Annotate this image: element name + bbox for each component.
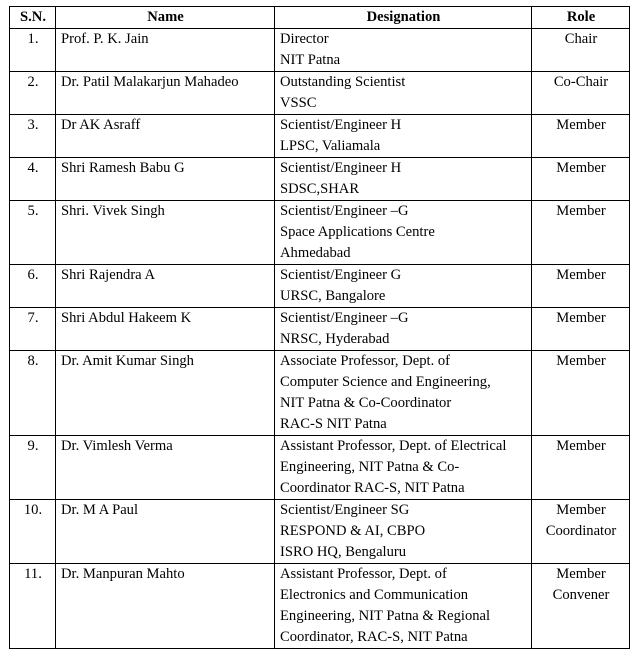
cell-designation — [275, 115, 532, 158]
cell-role — [532, 436, 630, 500]
designation-line: Coordinator RAC-S, NIT Patna — [280, 480, 465, 496]
cell-designation — [275, 29, 532, 72]
role-line: Member — [556, 267, 606, 283]
cell-name: Shri Ramesh Babu G — [56, 158, 275, 201]
role-line: Member — [556, 438, 606, 454]
table-row — [10, 72, 630, 115]
cell-role — [532, 564, 630, 649]
role-line: Member — [556, 160, 606, 176]
cell-name: Shri. Vivek Singh — [56, 201, 275, 265]
cell-name: Shri Rajendra A — [56, 265, 275, 308]
cell-designation — [275, 351, 532, 436]
designation-line: NRSC, Hyderabad — [280, 331, 390, 347]
designation-line: NIT Patna & Co-Coordinator — [280, 395, 452, 411]
table-row — [10, 308, 630, 351]
table-body — [10, 29, 630, 649]
table-header-row — [10, 7, 630, 29]
cell-role — [532, 72, 630, 115]
table-row — [10, 158, 630, 201]
table-row — [10, 351, 630, 436]
cell-sn: 4. — [10, 158, 56, 201]
designation-line: Scientist/Engineer SG — [280, 502, 410, 518]
designation-line: Engineering, NIT Patna & Regional — [280, 608, 491, 624]
cell-sn: 6. — [10, 265, 56, 308]
cell-name: Shri Abdul Hakeem K — [56, 308, 275, 351]
designation-line: ISRO HQ, Bengaluru — [280, 544, 407, 560]
designation-line: Scientist/Engineer –G — [280, 203, 409, 219]
table-row — [10, 564, 630, 649]
designation-line: Electronics and Communication — [280, 587, 469, 603]
designation-line: Outstanding Scientist — [280, 74, 406, 90]
cell-role — [532, 308, 630, 351]
cell-designation — [275, 158, 532, 201]
header-name: Name — [56, 7, 275, 29]
header-sn: S.N. — [10, 7, 56, 29]
cell-role — [532, 265, 630, 308]
role-line: Member — [556, 566, 606, 582]
header-role: Role — [532, 7, 630, 29]
cell-sn: 9. — [10, 436, 56, 500]
committee-table — [9, 6, 630, 649]
designation-line: Ahmedabad — [280, 245, 351, 261]
designation-line: NIT Patna — [280, 52, 341, 68]
role-line: Member — [556, 117, 606, 133]
cell-name: Dr. Manpuran Mahto — [56, 564, 275, 649]
designation-line: URSC, Bangalore — [280, 288, 386, 304]
table-row — [10, 265, 630, 308]
designation-line: Assistant Professor, Dept. of — [280, 566, 447, 582]
designation-line: Associate Professor, Dept. of — [280, 353, 451, 369]
role-line: Convener — [552, 587, 610, 603]
cell-role — [532, 500, 630, 564]
designation-line: Director — [280, 31, 329, 47]
designation-line: Space Applications Centre — [280, 224, 435, 240]
designation-line: RESPOND & AI, CBPO — [280, 523, 426, 539]
cell-designation — [275, 564, 532, 649]
role-line: Chair — [564, 31, 598, 47]
cell-sn: 7. — [10, 308, 56, 351]
cell-role — [532, 158, 630, 201]
cell-sn: 8. — [10, 351, 56, 436]
cell-role — [532, 201, 630, 265]
table-row — [10, 201, 630, 265]
designation-line: SDSC,SHAR — [280, 181, 360, 197]
cell-role — [532, 351, 630, 436]
cell-designation — [275, 500, 532, 564]
designation-line: Computer Science and Engineering, — [280, 374, 491, 390]
cell-sn: 11. — [10, 564, 56, 649]
designation-line: Scientist/Engineer H — [280, 160, 402, 176]
role-line: Coordinator — [545, 523, 617, 539]
cell-name: Dr. M A Paul — [56, 500, 275, 564]
role-line: Co-Chair — [553, 74, 609, 90]
designation-line: Engineering, NIT Patna & Co- — [280, 459, 460, 475]
cell-designation — [275, 265, 532, 308]
role-line: Member — [556, 353, 606, 369]
designation-line: Assistant Professor, Dept. of Electrical — [280, 438, 507, 454]
header-designation: Designation — [275, 7, 532, 29]
role-line: Member — [556, 502, 606, 518]
designation-line: Coordinator, RAC-S, NIT Patna — [280, 629, 468, 645]
table-row — [10, 500, 630, 564]
cell-name: Dr. Vimlesh Verma — [56, 436, 275, 500]
designation-line: Scientist/Engineer H — [280, 117, 402, 133]
cell-name: Prof. P. K. Jain — [56, 29, 275, 72]
table-row — [10, 436, 630, 500]
table-row — [10, 29, 630, 72]
designation-line: Scientist/Engineer G — [280, 267, 402, 283]
cell-sn: 2. — [10, 72, 56, 115]
designation-line: RAC-S NIT Patna — [280, 416, 387, 432]
role-line: Member — [556, 310, 606, 326]
cell-sn: 10. — [10, 500, 56, 564]
cell-designation — [275, 72, 532, 115]
role-line: Member — [556, 203, 606, 219]
cell-name: Dr AK Asraff — [56, 115, 275, 158]
cell-role — [532, 115, 630, 158]
designation-line: Scientist/Engineer –G — [280, 310, 409, 326]
cell-designation — [275, 436, 532, 500]
cell-sn: 3. — [10, 115, 56, 158]
cell-name: Dr. Amit Kumar Singh — [56, 351, 275, 436]
cell-designation — [275, 308, 532, 351]
cell-sn: 5. — [10, 201, 56, 265]
designation-line: LPSC, Valiamala — [280, 138, 381, 154]
designation-line: VSSC — [280, 95, 317, 111]
cell-role — [532, 29, 630, 72]
cell-designation — [275, 201, 532, 265]
table-row — [10, 115, 630, 158]
cell-sn: 1. — [10, 29, 56, 72]
cell-name: Dr. Patil Malakarjun Mahadeo — [56, 72, 275, 115]
